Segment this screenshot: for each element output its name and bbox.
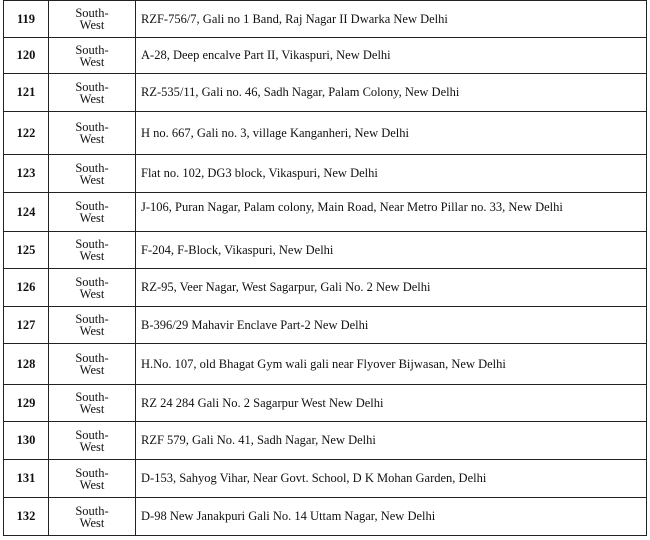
serial-number-cell: 129 <box>4 385 49 422</box>
address-cell: Flat no. 102, DG3 block, Vikaspuri, New Delhi <box>136 155 647 193</box>
zone-line-2: West <box>79 54 105 69</box>
zone-line-1: South- <box>75 427 109 442</box>
address-table-body <box>4 1 647 536</box>
zone-line-2: West <box>79 211 105 225</box>
table-row <box>4 269 647 307</box>
zone-cell <box>49 344 136 385</box>
address-cell: D-98 New Janakpuri Gali No. 14 Uttam Nagar, New Delhi <box>136 498 647 536</box>
serial-number-cell: 127 <box>4 307 49 344</box>
table-row <box>4 112 647 155</box>
serial-number-cell: 124 <box>4 193 49 232</box>
address-cell: RZF 579, Gali No. 41, Sadh Nagar, New Delhi <box>136 422 647 460</box>
zone-line-2: West <box>79 439 105 454</box>
zone-cell <box>49 193 136 232</box>
address-cell: RZF-756/7, Gali no 1 Band, Raj Nagar II Dwarka New Delhi <box>136 1 647 38</box>
zone-cell <box>49 460 136 498</box>
zone-line-1: South- <box>75 465 109 480</box>
address-cell: A-28, Deep encalve Part II, Vikaspuri, New Delhi <box>136 38 647 74</box>
address-cell: RZ-535/11, Gali no. 46, Sadh Nagar, Palam Colony, New Delhi <box>136 74 647 112</box>
serial-number-cell: 126 <box>4 269 49 307</box>
address-cell: RZ 24 284 Gali No. 2 Sagarpur West New Delhi <box>136 385 647 422</box>
zone-cell <box>49 74 136 112</box>
zone-line-1: South- <box>75 351 109 365</box>
serial-number-cell: 119 <box>4 1 49 38</box>
zone-line-2: West <box>79 286 105 301</box>
zone-line-1: South- <box>75 312 109 326</box>
zone-cell <box>49 498 136 536</box>
zone-cell <box>49 385 136 422</box>
table-row <box>4 155 647 193</box>
zone-line-2: West <box>79 324 105 338</box>
address-cell: RZ-95, Veer Nagar, West Sagarpur, Gali No. 2 New Delhi <box>136 269 647 307</box>
zone-cell <box>49 269 136 307</box>
zone-line-2: West <box>79 91 105 106</box>
zone-line-2: West <box>79 363 105 377</box>
zone-line-1: South- <box>75 199 109 213</box>
zone-line-2: West <box>79 477 105 492</box>
table-row <box>4 498 647 536</box>
zone-cell <box>49 155 136 193</box>
table-row <box>4 1 647 38</box>
table-row <box>4 422 647 460</box>
serial-number-cell: 131 <box>4 460 49 498</box>
zone-line-2: West <box>79 18 105 32</box>
zone-cell <box>49 1 136 38</box>
address-cell: H no. 667, Gali no. 3, village Kanganheri, New Delhi <box>136 112 647 155</box>
zone-line-2: West <box>79 132 105 146</box>
serial-number-cell: 122 <box>4 112 49 155</box>
zone-cell <box>49 232 136 269</box>
zone-line-1: South- <box>75 237 109 251</box>
table-row <box>4 460 647 498</box>
table-row <box>4 74 647 112</box>
zone-cell <box>49 112 136 155</box>
zone-line-2: West <box>79 515 105 530</box>
zone-line-1: South- <box>75 503 109 518</box>
zone-line-1: South- <box>75 120 109 134</box>
address-cell: B-396/29 Mahavir Enclave Part-2 New Delhi <box>136 307 647 344</box>
zone-line-1: South- <box>75 274 109 289</box>
table-row <box>4 232 647 269</box>
address-cell: H.No. 107, old Bhagat Gym wali gali near Flyover Bijwasan, New Delhi <box>136 344 647 385</box>
table-row <box>4 385 647 422</box>
serial-number-cell: 128 <box>4 344 49 385</box>
zone-line-2: West <box>79 172 105 187</box>
table-row <box>4 344 647 385</box>
serial-number-cell: 123 <box>4 155 49 193</box>
serial-number-cell: 132 <box>4 498 49 536</box>
zone-line-1: South- <box>75 6 109 20</box>
address-cell: J-106, Puran Nagar, Palam colony, Main Road, Near Metro Pillar no. 33, New Delhi <box>136 193 647 232</box>
zone-cell <box>49 422 136 460</box>
serial-number-cell: 130 <box>4 422 49 460</box>
address-cell: D-153, Sahyog Vihar, Near Govt. School, D K Mohan Garden, Delhi <box>136 460 647 498</box>
address-cell: F-204, F-Block, Vikaspuri, New Delhi <box>136 232 647 269</box>
table-row <box>4 193 647 232</box>
zone-cell <box>49 307 136 344</box>
table-row <box>4 307 647 344</box>
zone-line-2: West <box>79 249 105 263</box>
address-table <box>3 0 647 536</box>
table-row <box>4 38 647 74</box>
zone-line-2: West <box>79 402 105 416</box>
zone-line-1: South- <box>75 42 109 57</box>
zone-line-1: South- <box>75 390 109 404</box>
zone-line-1: South- <box>75 160 109 175</box>
serial-number-cell: 120 <box>4 38 49 74</box>
zone-cell <box>49 38 136 74</box>
serial-number-cell: 121 <box>4 74 49 112</box>
zone-line-1: South- <box>75 79 109 94</box>
serial-number-cell: 125 <box>4 232 49 269</box>
